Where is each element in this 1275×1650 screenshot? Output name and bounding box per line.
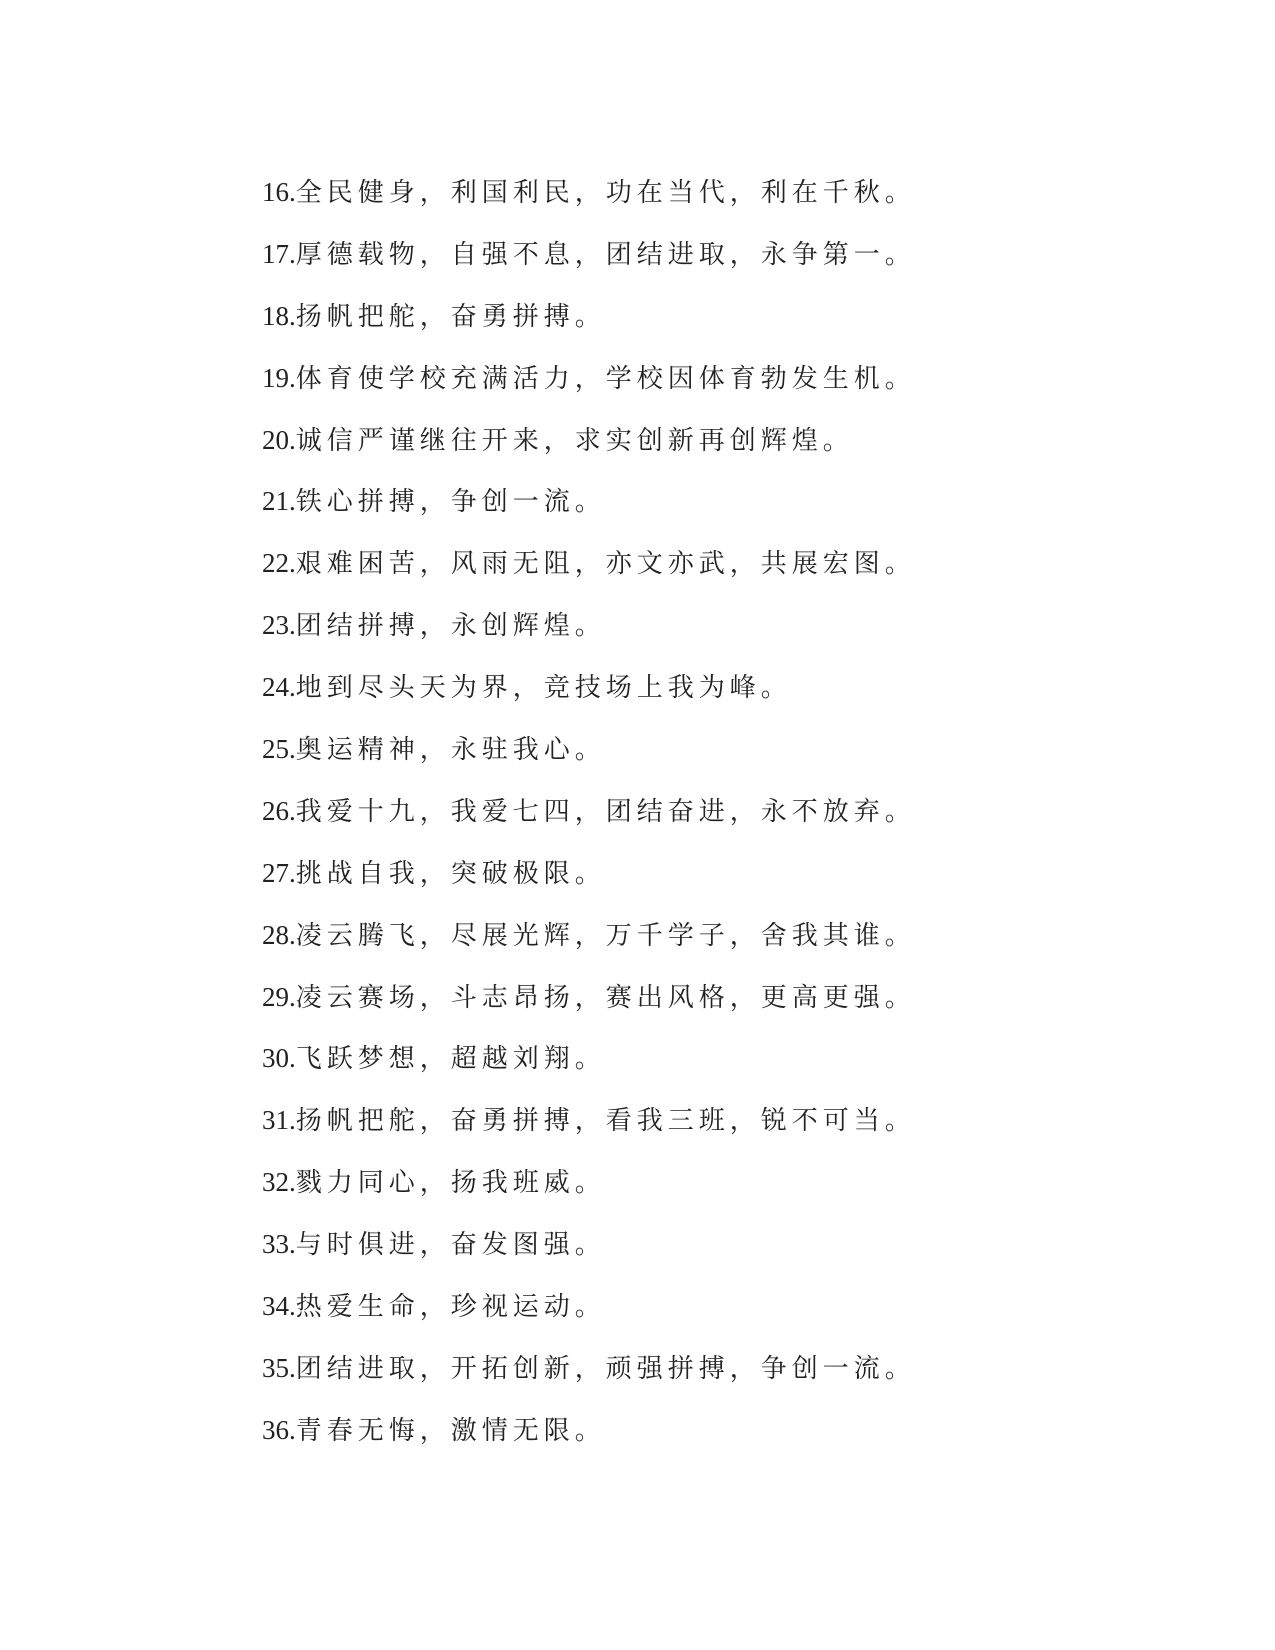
- item-text: 团结进取，开拓创新，顽强拼搏，争创一流。: [295, 1353, 916, 1384]
- item-text: 体育使学校充满活力，学校因体育勃发生机。: [295, 363, 916, 394]
- item-number: 30.: [262, 1043, 296, 1074]
- item-number: 16.: [262, 177, 296, 207]
- item-text: 热爱生命，珍视运动。: [295, 1292, 606, 1323]
- item-text: 扬帆把舵，奋勇拼搏，看我三班，锐不可当。: [295, 1106, 916, 1137]
- item-number: 21.: [262, 486, 296, 517]
- item-text: 扬帆把舵，奋勇拼搏。: [295, 301, 606, 332]
- item-number: 20.: [262, 424, 296, 455]
- list-item: [262, 533, 916, 595]
- item-text: 我爱十九，我爱七四，团结奋进，永不放弃。: [295, 796, 916, 827]
- item-number: 27.: [262, 857, 296, 888]
- list-item: [262, 224, 916, 286]
- item-text: 艰难困苦，风雨无阻，亦文亦武，共展宏图。: [295, 549, 916, 580]
- list-item: [262, 1276, 916, 1338]
- item-number: 35.: [262, 1352, 296, 1383]
- item-text: 奥运精神，永驻我心。: [295, 735, 606, 766]
- item-text: 青春无悔，激情无限。: [295, 1415, 606, 1446]
- item-number: 33.: [262, 1229, 296, 1260]
- item-number: 26.: [262, 795, 296, 826]
- item-text: 全民健身，利国利民，功在当代，利在千秋。: [295, 178, 916, 208]
- list-item: [262, 1090, 916, 1152]
- item-number: 34.: [262, 1291, 296, 1322]
- item-text: 与时俱进，奋发图强。: [295, 1230, 606, 1261]
- item-number: 32.: [262, 1167, 296, 1198]
- list-item: [262, 1338, 916, 1400]
- item-text: 地到尽头天为界，竞技场上我为峰。: [295, 673, 792, 704]
- list-item: [262, 719, 916, 781]
- item-number: 28.: [262, 919, 296, 950]
- item-number: 25.: [262, 734, 296, 765]
- item-number: 19.: [262, 362, 296, 393]
- list-item: [262, 410, 916, 472]
- list-item: [262, 348, 916, 410]
- item-text: 凌云赛场，斗志昂扬，赛出风格，更高更强。: [295, 982, 916, 1013]
- item-number: 24.: [262, 672, 296, 703]
- list-item: [262, 843, 916, 905]
- item-number: 31.: [262, 1105, 296, 1136]
- list-item: [262, 1214, 916, 1276]
- item-text: 挑战自我，突破极限。: [295, 858, 606, 889]
- item-text: 飞跃梦想，超越刘翔。: [295, 1044, 606, 1075]
- item-text: 铁心拼搏，争创一流。: [295, 487, 606, 518]
- item-text: 诚信严谨继往开来，求实创新再创辉煌。: [295, 425, 854, 456]
- item-text: 凌云腾飞，尽展光辉，万千学子，舍我其谁。: [295, 920, 916, 951]
- slogan-list: [262, 162, 916, 1462]
- item-text: 团结拼搏，永创辉煌。: [295, 611, 606, 642]
- item-number: 23.: [262, 610, 296, 641]
- item-number: 29.: [262, 981, 296, 1012]
- item-text: 厚德载物，自强不息，团结进取，永争第一。: [295, 239, 916, 270]
- item-number: 18.: [262, 300, 296, 331]
- item-text: 戮力同心，扬我班威。: [295, 1168, 606, 1199]
- list-item: [262, 967, 916, 1029]
- list-item: [262, 1400, 916, 1462]
- list-item: [262, 471, 916, 533]
- item-number: 17.: [262, 238, 296, 269]
- list-item: [262, 781, 916, 843]
- list-item: [262, 657, 916, 719]
- list-item: [262, 595, 916, 657]
- list-item: [262, 905, 916, 967]
- item-number: 22.: [262, 548, 296, 579]
- list-item: [262, 1028, 916, 1090]
- list-item: [262, 1152, 916, 1214]
- list-item: [262, 286, 916, 348]
- list-item: [262, 162, 916, 224]
- item-number: 36.: [262, 1414, 296, 1445]
